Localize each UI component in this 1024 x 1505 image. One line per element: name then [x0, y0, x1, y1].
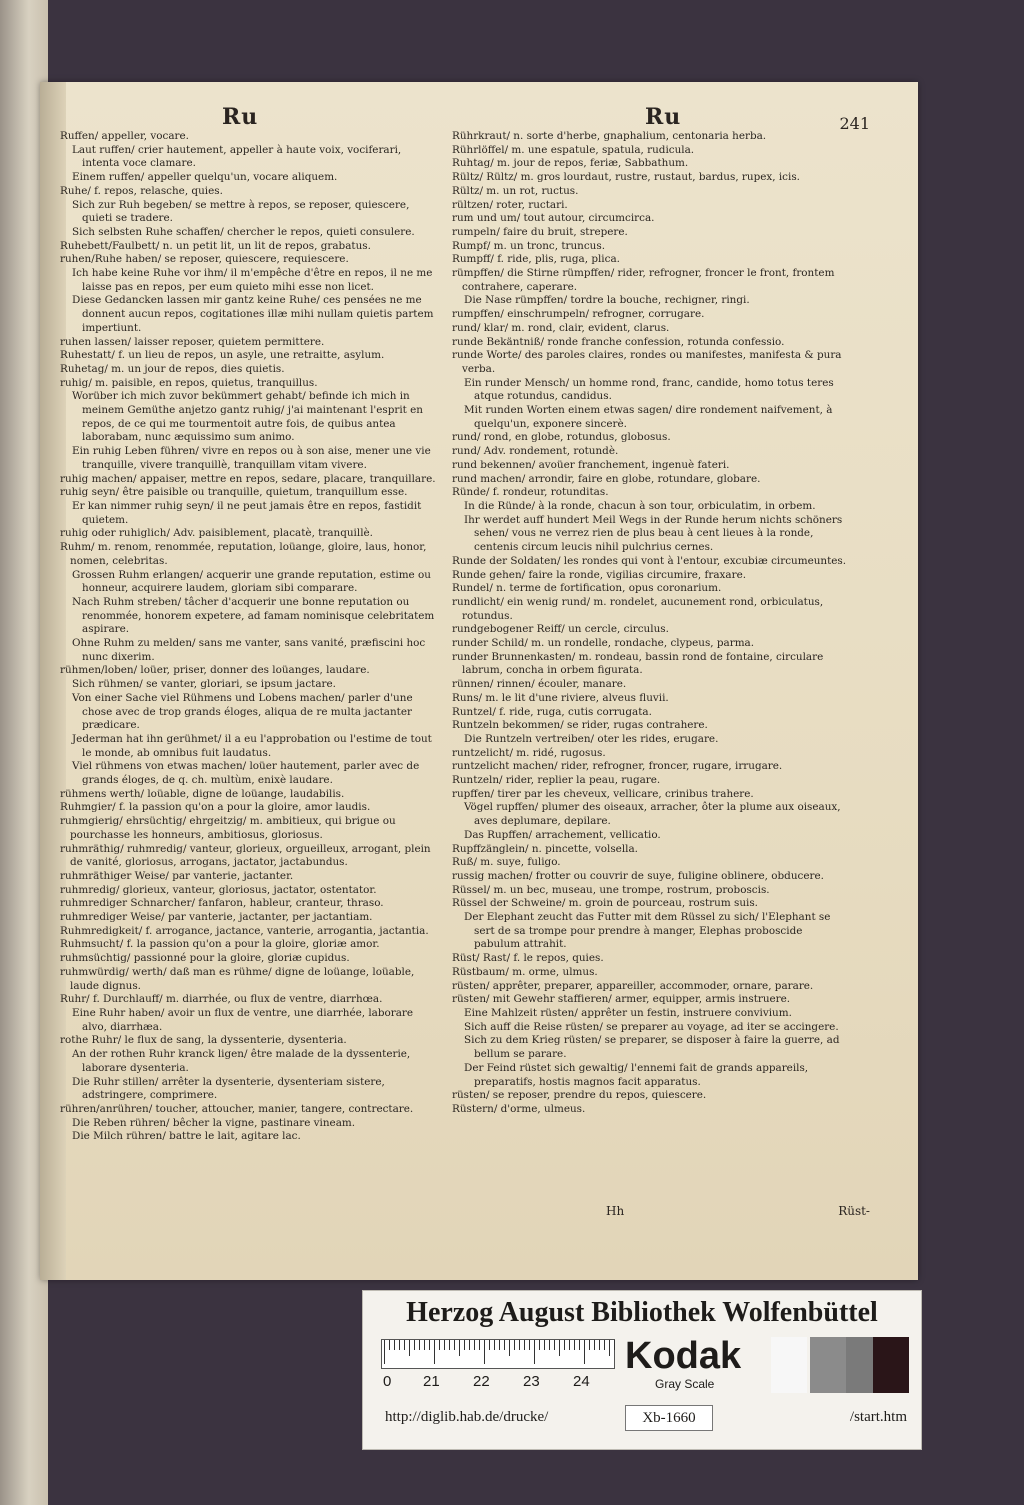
- ruler-tick: [509, 1340, 510, 1356]
- dictionary-entry: rühren/anrühren/ toucher, attoucher, manier, tangere, contrectare.: [60, 1102, 414, 1115]
- dictionary-entry: Sich auff die Reise rüsten/ se preparer au voyage, ad iter se accingere.: [464, 1020, 839, 1033]
- ruler-tick: [449, 1340, 450, 1350]
- ruler-tick: [584, 1340, 585, 1364]
- ruler-tick: [544, 1340, 545, 1350]
- dictionary-entry: Die Reben rühren/ bêcher la vigne, pastinare vineam.: [72, 1116, 356, 1129]
- dictionary-entry: In die Ründe/ à la ronde, chacun à son tour, orbiculatim, in orbem.: [464, 499, 816, 512]
- ruler-tick: [504, 1340, 505, 1350]
- dictionary-entry: Von einer Sache viel Rühmens und Lobens machen/ parler d'une chose avec de trop grands éloges, aliqua de re multa jactanter prædicare.: [72, 691, 413, 732]
- dictionary-entry: Sich zu dem Krieg rüsten/ se preparer, se disposer à faire la guerre, ad bellum se parare.: [464, 1034, 840, 1061]
- dictionary-entry: Ein runder Mensch/ un homme rond, franc, candide, homo totus teres atque rotundus, candidus.: [464, 376, 834, 403]
- dictionary-entry: Sich selbsten Ruhe schaffen/ chercher le repos, quieti consulere.: [72, 225, 415, 238]
- dictionary-entry: Der Feind rüstet sich gewaltig/ l'ennemi fait de grands appareils, preparatifs, hostis magnos facit apparatus.: [464, 1061, 809, 1088]
- dictionary-entry: runtzelicht/ m. ridé, rugosus.: [452, 746, 606, 759]
- dictionary-entry: Runtzeln/ rider, replier la peau, rugare.: [452, 774, 661, 787]
- ruler-tick: [454, 1340, 455, 1350]
- ruler-tick: [399, 1340, 400, 1350]
- kodak-logo: Kodak: [625, 1335, 742, 1377]
- catchword: Rüst-: [838, 1204, 870, 1218]
- dictionary-entry: Rüstern/ d'orme, ulmeus.: [452, 1102, 586, 1115]
- dictionary-entry: Ruffen/ appeller, vocare.: [60, 130, 189, 142]
- dictionary-entry: Das Rupffen/ arrachement, vellicatio.: [464, 828, 661, 841]
- ruler-tick: [519, 1340, 520, 1350]
- dictionary-entry: Er kan nimmer ruhig seyn/ il ne peut jamais être en repos, fastidit quietem.: [72, 499, 422, 526]
- ruler-tick: [429, 1340, 430, 1350]
- running-header-left: Ru: [222, 104, 259, 130]
- dictionary-entry: Die Ruhr stillen/ arrêter la dysenterie, dysenteriam sistere, adstringere, comprimere.: [72, 1075, 385, 1102]
- dictionary-entry: Rüstbaum/ m. orme, ulmus.: [452, 965, 598, 978]
- dictionary-entry: ruhig oder ruhiglich/ Adv. paisiblement, placatè, tranquillè.: [60, 527, 373, 540]
- dictionary-entry: rünnen/ rinnen/ écouler, manare.: [452, 678, 627, 691]
- dictionary-entry: Rültz/ m. un rot, ructus.: [452, 184, 579, 197]
- dictionary-entry: Ruhe/ f. repos, relasche, quies.: [60, 184, 223, 197]
- ruler-number: 23: [523, 1373, 540, 1390]
- dictionary-entry: rundlicht/ ein wenig rund/ m. rondelet, aucunement rond, orbiculatus, rotundus.: [452, 595, 824, 622]
- ruler-tick: [484, 1340, 485, 1364]
- signature-mark: Hh: [606, 1204, 625, 1218]
- dictionary-entry: Runtzel/ f. ride, ruga, cutis corrugata.: [452, 705, 652, 718]
- dictionary-entry: Die Nase rümpffen/ tordre la bouche, rechigner, ringi.: [464, 294, 750, 307]
- ruler-tick: [564, 1340, 565, 1350]
- dictionary-entry: Einem ruffen/ appeller quelqu'un, vocare aliquem.: [72, 171, 338, 184]
- dictionary-entry: Rüst/ Rast/ f. le repos, quies.: [452, 952, 604, 965]
- dictionary-entry: Rührlöffel/ m. une espatule, spatula, rudicula.: [452, 143, 695, 156]
- dictionary-entry: Rültz/ Rültz/ m. gros lourdaut, rustre, rustaut, bardus, rupex, icis.: [452, 171, 800, 184]
- ruler-tick: [404, 1340, 405, 1350]
- dictionary-entry: Ruhr/ f. Durchlauff/ m. diarrhée, ou flux de ventre, diarrhœa.: [60, 993, 383, 1006]
- dictionary-entry: Runtzeln bekommen/ se rider, rugas contrahere.: [452, 719, 708, 732]
- dictionary-entry: Rundel/ n. terme de fortification, opus coronarium.: [452, 582, 722, 595]
- dictionary-entry: Sich rühmen/ se vanter, gloriari, se ipsum jactare.: [72, 678, 336, 691]
- dictionary-entry: Worüber ich mich zuvor bekümmert gehabt/ befinde ich mich in meinem Gemüthe anjetzo gantz ruhig/ j'ai maintenant l'esprit en repos, de ce qui me tourmentoit autre fois, de quibus antea laborabam, nunc æquissimo sum animo.: [72, 390, 423, 444]
- dictionary-entry: rüsten/ apprêter, preparer, appareiller, accommoder, ornare, parare.: [452, 979, 814, 992]
- dictionary-entry: Ruhtag/ m. jour de repos, feriæ, Sabbathum.: [452, 157, 689, 170]
- gray-swatch-white: [771, 1337, 807, 1393]
- ruler-tick: [529, 1340, 530, 1350]
- ruler-tick: [494, 1340, 495, 1350]
- dictionary-entry: Ihr werdet auff hundert Meil Wegs in der Runde herum nichts schöners sehen/ vous ne verrez rien de plus beau à cent lieues à la ronde, centenis circum leucis nihil pulchrius cernes.: [464, 513, 843, 554]
- dictionary-entry: Ohne Ruhm zu melden/ sans me vanter, sans vanité, præfiscini hoc nunc dixerim.: [72, 637, 426, 663]
- left-column: [60, 130, 440, 1144]
- dictionary-entry: rum und um/ tout autour, circumcirca.: [452, 212, 655, 225]
- dictionary-entry: rund/ rond, en globe, rotundus, globosus.: [452, 431, 671, 444]
- dictionary-entry: Grossen Ruhm erlangen/ acquerir une grande reputation, estime ou honneur, acquirere laudem, gloriam sibi comparare.: [72, 568, 431, 595]
- ruler-tick: [539, 1340, 540, 1350]
- dictionary-entry: ruhig seyn/ être paisible ou tranquille, quietum, tranquillum esse.: [60, 486, 408, 499]
- ruler-tick: [514, 1340, 515, 1350]
- dictionary-entry: Ruß/ m. suye, fuligo.: [452, 856, 561, 869]
- dictionary-entry: Ruhetag/ m. un jour de repos, dies quietis.: [60, 362, 285, 375]
- dictionary-entry: Sich zur Ruh begeben/ se mettre à repos, se reposer, quiescere, quieti se tradere.: [72, 198, 410, 225]
- dictionary-entry: Der Elephant zeucht das Futter mit dem Rüssel zu sich/ l'Elephant se sert de sa trompe pour prendre à manger, Elephas proboscide pabulum attrahit.: [464, 911, 831, 951]
- ruler-tick: [394, 1340, 395, 1350]
- dictionary-entry: Vögel rupffen/ plumer des oiseaux, arracher, ôter la plume aux oiseaux, aves deplumare, depilare.: [464, 801, 841, 828]
- dictionary-entry: Viel rühmens von etwas machen/ loüer hautement, parler avec de grands éloges, de q. ch. multùm, enixè laudare.: [72, 760, 420, 787]
- ruler-tick: [414, 1340, 415, 1350]
- dictionary-entry: runder Brunnenkasten/ m. rondeau, bassin rond de fontaine, circulare labrum, concha in orbem figurata.: [452, 650, 824, 677]
- ruler-tick: [499, 1340, 500, 1350]
- book-page: [40, 82, 918, 1280]
- dictionary-entry: Jederman hat ihn gerühmet/ il a eu l'approbation ou l'estime de tout le monde, ab omnibus fuit laudatus.: [72, 732, 432, 759]
- ruler-tick: [479, 1340, 480, 1350]
- shelfmark: Xb-1660: [625, 1405, 713, 1431]
- dictionary-entry: rumpeln/ faire du bruit, strepere.: [452, 225, 628, 238]
- dictionary-entry: ruhmwürdig/ werth/ daß man es rühme/ digne de loüange, loüable, laude dignus.: [60, 965, 415, 992]
- ruler-number: 0: [383, 1373, 392, 1390]
- dictionary-entry: ruhig/ m. paisible, en repos, quietus, tranquillus.: [60, 376, 318, 389]
- dictionary-entry: rühmens werth/ loüable, digne de loüange, laudabilis.: [60, 787, 345, 800]
- dictionary-entry: Ich habe keine Ruhe vor ihm/ il m'empêche d'être en repos, il ne me laisse pas en repos, per eum quieto mihi esse non licet.: [72, 267, 433, 293]
- dictionary-entry: Mit runden Worten einem etwas sagen/ dire rondement naifvement, à quelqu'un, exponere sincerè.: [464, 404, 833, 430]
- dictionary-entry: Ein ruhig Leben führen/ vivre en repos ou à son aise, mener une vie tranquille, vivere tranquillè, tranquillam vitam vivere.: [72, 445, 431, 471]
- dictionary-entry: ruhmrediger Weise/ par vanterie, jactanter, per jactantiam.: [60, 911, 373, 924]
- dictionary-entry: Diese Gedancken lassen mir gantz keine Ruhe/ ces pensées ne me donnent aucun repos, cogitationes illæ mihi nullam quietis partem impertiunt.: [72, 294, 434, 334]
- dictionary-entry: rund/ Adv. rondement, rotundè.: [452, 445, 619, 458]
- ruler-tick: [569, 1340, 570, 1350]
- dictionary-entry: Ruhmsucht/ f. la passion qu'on a pour la gloire, gloriæ amor.: [60, 938, 380, 951]
- dictionary-entry: Runde der Soldaten/ les rondes qui vont à l'entour, excubiæ circumeuntes.: [452, 554, 847, 567]
- dictionary-entry: rundgebogener Reiff/ un cercle, circulus.: [452, 623, 669, 636]
- dictionary-entry: ruhmsüchtig/ passionné pour la gloire, gloriæ cupidus.: [60, 952, 350, 965]
- dictionary-entry: Eine Ruhr haben/ avoir un flux de ventre, une diarrhée, laborare alvo, diarrhæa.: [72, 1007, 414, 1033]
- ruler-number: 22: [473, 1373, 490, 1390]
- dictionary-entry: Rüssel/ m. un bec, museau, une trompe, rostrum, proboscis.: [452, 883, 770, 896]
- ruler-tick: [609, 1340, 610, 1356]
- ruler-tick: [599, 1340, 600, 1350]
- ruler-tick: [434, 1340, 435, 1364]
- dictionary-entry: Die Runtzeln vertreiben/ oter les rides, erugare.: [464, 732, 719, 745]
- ruler-tick: [579, 1340, 580, 1350]
- gray-swatch-mid: [810, 1337, 846, 1393]
- dictionary-entry: Ruhmgier/ f. la passion qu'on a pour la gloire, amor laudis.: [60, 801, 371, 814]
- ruler-tick: [409, 1340, 410, 1356]
- dictionary-entry: rüsten/ se reposer, prendre du repos, quiescere.: [452, 1089, 707, 1102]
- dictionary-entry: ruhmgierig/ ehrsüchtig/ ehrgeitzig/ m. ambitieux, qui brigue ou pourchasse les honneurs, ambitiosus, gloriosus.: [60, 815, 396, 841]
- dictionary-entry: ruhen/Ruhe haben/ se reposer, quiescere, requiescere.: [60, 253, 349, 266]
- dictionary-entry: rund/ klar/ m. rond, clair, evident, clarus.: [452, 321, 670, 334]
- running-header-right: Ru: [645, 104, 682, 130]
- dictionary-entry: rümpffen/ die Stirne rümpffen/ rider, refrogner, froncer le front, frontem contrahere, caperare.: [452, 267, 835, 293]
- dictionary-entry: Runde gehen/ faire la ronde, vigilias circumire, fraxare.: [452, 568, 747, 581]
- dictionary-entry: Ruhebett/Faulbett/ n. un petit lit, un lit de repos, grabatus.: [60, 239, 371, 252]
- dictionary-entry: ruhmräthiger Weise/ par vanterie, jactanter.: [60, 869, 294, 882]
- ruler-tick: [559, 1340, 560, 1356]
- dictionary-entry: rothe Ruhr/ le flux de sang, la dyssenterie, dysenteria.: [60, 1034, 347, 1047]
- dictionary-entry: rültzen/ roter, ructari.: [452, 198, 568, 211]
- dictionary-entry: An der rothen Ruhr kranck ligen/ être malade de la dyssenterie, laborare dysenteria.: [72, 1048, 411, 1074]
- dictionary-entry: Ruhmredigkeit/ f. arrogance, jactance, vanterie, arrogantia, jactantia.: [60, 924, 429, 937]
- ruler-tick: [419, 1340, 420, 1350]
- dictionary-entry: rund bekennen/ avoüer franchement, ingenuè fateri.: [452, 458, 730, 471]
- gray-scale-label: Gray Scale: [655, 1377, 715, 1391]
- ruler-tick: [574, 1340, 575, 1350]
- ruler-scale: [381, 1339, 615, 1369]
- dictionary-entry: rumpffen/ einschrumpeln/ refrogner, corrugare.: [452, 308, 705, 321]
- dictionary-entry: ruhen lassen/ laisser reposer, quietem permittere.: [60, 335, 325, 348]
- dictionary-entry: ruhmredig/ glorieux, vanteur, gloriosus, jactator, ostentator.: [60, 883, 377, 896]
- dictionary-entry: Rumpff/ f. ride, plis, ruga, plica.: [452, 253, 620, 266]
- dictionary-entry: ruhig machen/ appaiser, mettre en repos, sedare, placare, tranquillare.: [60, 472, 436, 485]
- dictionary-entry: ruhmräthig/ ruhmredig/ vanteur, glorieux, orgueilleux, arrogant, plein de vanité, gloriosus, arrogans, jactator, jactabundus.: [60, 842, 431, 869]
- dictionary-entry: Die Milch rühren/ battre le lait, agitare lac.: [72, 1130, 301, 1143]
- ruler-number: 21: [423, 1373, 440, 1390]
- dictionary-entry: Nach Ruhm streben/ tâcher d'acquerir une bonne reputation ou renommée, honorem expetere, ad famam nominisque celebritatem aspirare.: [72, 595, 435, 636]
- dictionary-entry: Rüssel der Schweine/ m. groin de pourceau, rostrum suis.: [452, 897, 758, 910]
- dictionary-entry: Ruhm/ m. renom, renommée, reputation, loüange, gloire, laus, honor, nomen, celebritas.: [60, 541, 427, 567]
- ruler-tick: [554, 1340, 555, 1350]
- ruler-tick: [469, 1340, 470, 1350]
- ruler-tick: [589, 1340, 590, 1350]
- ruler-tick: [489, 1340, 490, 1350]
- ruler-tick: [384, 1340, 385, 1364]
- dictionary-entry: russig machen/ frotter ou couvrir de suye, fuligine oblinere, obducere.: [452, 869, 824, 882]
- ruler-tick: [614, 1340, 615, 1350]
- dictionary-entry: Rupffzänglein/ n. pincette, volsella.: [452, 842, 638, 855]
- dictionary-entry: Ruhestatt/ f. un lieu de repos, un asyle, une retraitte, asylum.: [60, 349, 385, 362]
- digital-library-url: http://diglib.hab.de/drucke/: [385, 1409, 549, 1425]
- ruler-tick: [524, 1340, 525, 1350]
- ruler-tick: [474, 1340, 475, 1350]
- ruler-tick: [549, 1340, 550, 1350]
- dictionary-entry: runtzelicht machen/ rider, refrogner, froncer, rugare, irrugare.: [452, 760, 783, 773]
- dictionary-entry: Rumpf/ m. un tronc, truncus.: [452, 239, 606, 252]
- dictionary-entry: rühmen/loben/ loüer, priser, donner des loüanges, laudare.: [60, 664, 370, 677]
- dictionary-entry: ruhmrediger Schnarcher/ fanfaron, hableur, cranteur, thraso.: [60, 897, 384, 910]
- library-title: Herzog August Bibliothek Wolfenbüttel: [406, 1297, 878, 1328]
- dictionary-entry: Ründe/ f. rondeur, rotunditas.: [452, 486, 609, 499]
- ruler-number: 24: [573, 1373, 590, 1390]
- ruler-tick: [459, 1340, 460, 1356]
- dictionary-entry: runde Bekäntniß/ ronde franche confession, rotunda confessio.: [452, 335, 785, 348]
- dictionary-entry: rund machen/ arrondir, faire en globe, rotundare, globare.: [452, 472, 761, 485]
- page-number: 241: [839, 114, 870, 133]
- dictionary-entry: runder Schild/ m. un rondelle, rondache, clypeus, parma.: [452, 637, 755, 650]
- dictionary-entry: Runs/ m. le lit d'une riviere, alveus fluvii.: [452, 691, 669, 704]
- ruler-tick: [424, 1340, 425, 1350]
- start-link-text: /start.htm: [849, 1409, 907, 1425]
- color-target-card: [362, 1290, 922, 1450]
- ruler-tick: [389, 1340, 390, 1350]
- ruler-tick: [594, 1340, 595, 1350]
- dictionary-entry: Rührkraut/ n. sorte d'herbe, gnaphalium, centonaria herba.: [452, 130, 767, 142]
- gray-swatch-black: [873, 1337, 909, 1393]
- ruler-tick: [534, 1340, 535, 1364]
- ruler-tick: [464, 1340, 465, 1350]
- dictionary-entry: rüsten/ mit Gewehr staffieren/ armer, equipper, armis instruere.: [452, 993, 791, 1006]
- dictionary-entry: Eine Mahlzeit rüsten/ apprêter un festin, instruere convivium.: [464, 1007, 792, 1019]
- dictionary-entry: Laut ruffen/ crier hautement, appeller à haute voix, vociferari, intenta voce clamare.: [72, 143, 402, 170]
- ruler-tick: [604, 1340, 605, 1350]
- right-column: [452, 130, 847, 1117]
- dictionary-entry: runde Worte/ des paroles claires, rondes ou manifestes, manifesta & pura verba.: [452, 349, 842, 375]
- ruler-tick: [439, 1340, 440, 1350]
- ruler-tick: [444, 1340, 445, 1350]
- dictionary-entry: rupffen/ tirer par les cheveux, vellicare, crinibus trahere.: [452, 787, 754, 800]
